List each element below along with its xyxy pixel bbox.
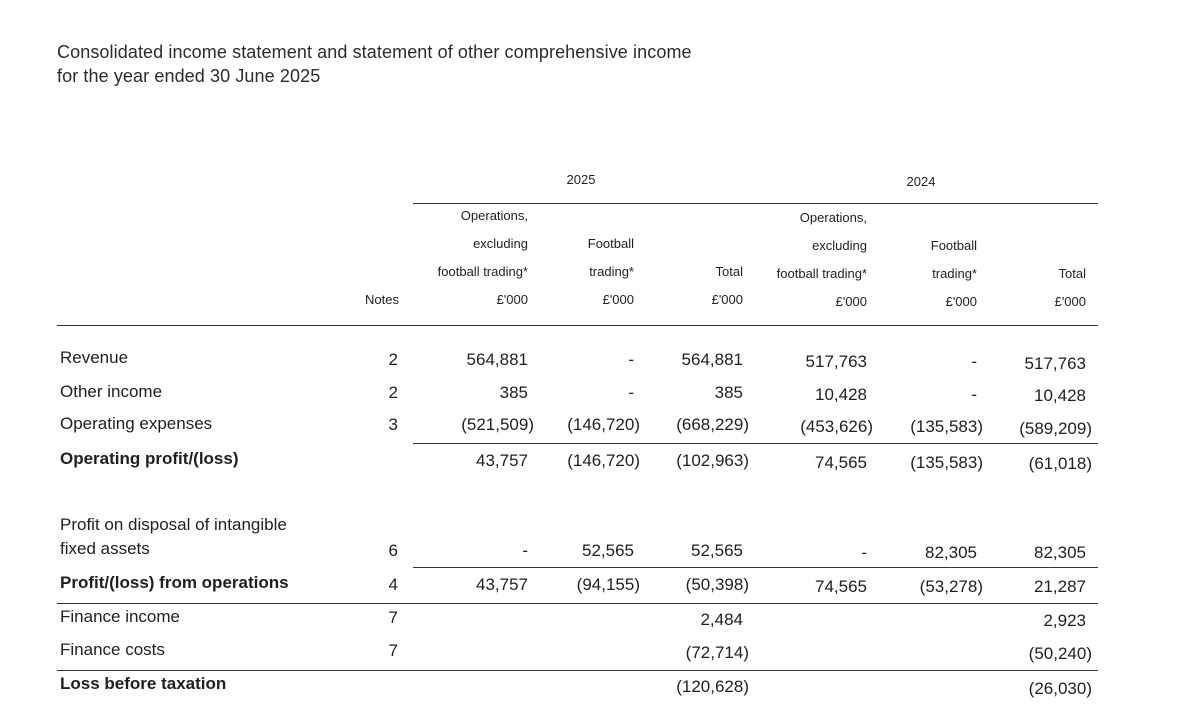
col-notes: Notes <box>365 292 399 307</box>
col-ops-2024-l1: Operations, <box>799 210 867 225</box>
cell-revenue-ft-2024: - <box>971 352 977 371</box>
cell-loss-before-tax-total-2024: (26,030) <box>1028 679 1092 698</box>
cell-op-profit-ft-2024: (135,583) <box>910 453 983 472</box>
col-ops-2025-l2: excluding <box>473 236 528 251</box>
year-2024: 2024 <box>906 174 936 189</box>
row-label-disposal-l2: fixed assets <box>60 539 150 558</box>
col-ops-2025-l3: football trading* <box>437 264 528 279</box>
row-note-operating-expenses: 3 <box>388 415 398 434</box>
cell-other-income-ft-2025: - <box>628 383 634 402</box>
row-label-operating-profit: Operating profit/(loss) <box>60 449 239 468</box>
header-rule <box>413 203 1098 204</box>
cell-opex-total-2024: (589,209) <box>1019 419 1092 438</box>
cell-opex-ft-2025: (146,720) <box>567 415 640 434</box>
row-label-profit-from-operations: Profit/(loss) from operations <box>60 573 289 592</box>
row-label-finance-costs: Finance costs <box>60 640 165 659</box>
cell-other-income-ops-2024: 10,428 <box>815 385 867 404</box>
col-ft-2024-unit: £'000 <box>945 294 977 309</box>
cell-finance-costs-total-2025: (72,714) <box>685 643 749 662</box>
operations-rule <box>413 567 1098 568</box>
column-header-rule <box>57 325 1098 326</box>
cell-op-profit-ft-2025: (146,720) <box>567 451 640 470</box>
row-note-disposal: 6 <box>388 541 398 560</box>
col-ft-2024-l1: Football <box>930 238 977 253</box>
cell-finance-income-total-2024: 2,923 <box>1043 611 1086 630</box>
cell-disposal-ft-2025: 52,565 <box>582 541 634 560</box>
cell-opex-ft-2024: (135,583) <box>910 417 983 436</box>
cell-op-profit-total-2024: (61,018) <box>1028 454 1092 473</box>
cell-loss-before-tax-total-2025: (120,628) <box>676 677 749 696</box>
row-note-finance-costs: 7 <box>388 641 398 660</box>
year-2025: 2025 <box>566 172 596 187</box>
col-total-2025: Total <box>715 264 743 279</box>
cell-opex-ops-2025: (521,509) <box>461 415 534 434</box>
subtotal-rule <box>413 443 1098 444</box>
col-ops-2025-l1: Operations, <box>460 208 528 223</box>
cell-pfo-total-2024: 21,287 <box>1034 577 1086 596</box>
cell-pfo-ft-2024: (53,278) <box>919 577 983 596</box>
row-label-revenue: Revenue <box>60 348 129 367</box>
statement-title: Consolidated income statement and statement of other comprehensive income <box>57 42 692 62</box>
cell-other-income-total-2024: 10,428 <box>1034 386 1086 405</box>
cell-opex-total-2025: (668,229) <box>676 415 749 434</box>
row-note-revenue: 2 <box>388 350 398 369</box>
cell-pfo-ops-2024: 74,565 <box>815 577 867 596</box>
col-ops-2025-unit: £'000 <box>496 292 528 307</box>
cell-op-profit-ops-2025: 43,757 <box>476 451 528 470</box>
row-label-operating-expenses: Operating expenses <box>60 414 213 433</box>
cell-pfo-ops-2025: 43,757 <box>476 575 528 594</box>
cell-op-profit-total-2025: (102,963) <box>676 451 749 470</box>
col-ops-2024-l3: football trading* <box>776 266 867 281</box>
finance-rule <box>57 603 1098 604</box>
cell-disposal-ft-2024: 82,305 <box>925 543 977 562</box>
cell-revenue-ops-2024: 517,763 <box>805 352 867 371</box>
col-ft-2025-l1: Football <box>587 236 634 251</box>
row-note-finance-income: 7 <box>388 608 398 627</box>
row-label-other-income: Other income <box>60 382 163 401</box>
cell-disposal-total-2024: 82,305 <box>1034 543 1086 562</box>
col-ft-2024-l2: trading* <box>932 266 977 281</box>
row-note-other-income: 2 <box>388 383 398 402</box>
col-total-2024-unit: £'000 <box>1054 294 1086 309</box>
cell-other-income-ops-2025: 385 <box>499 383 528 402</box>
cell-pfo-total-2025: (50,398) <box>685 575 749 594</box>
row-note-profit-from-operations: 4 <box>388 575 398 594</box>
cell-opex-ops-2024: (453,626) <box>800 417 873 436</box>
cell-disposal-ops-2024: - <box>861 543 867 562</box>
cell-revenue-total-2024: 517,763 <box>1024 354 1086 373</box>
cell-disposal-total-2025: 52,565 <box>691 541 743 560</box>
col-ops-2024-l2: excluding <box>812 238 867 253</box>
col-total-2025-unit: £'000 <box>711 292 743 307</box>
col-total-2024: Total <box>1058 266 1086 281</box>
col-ops-2024-unit: £'000 <box>835 294 867 309</box>
row-label-disposal-l1: Profit on disposal of intangible <box>60 515 287 534</box>
cell-other-income-total-2025: 385 <box>714 383 743 402</box>
cell-finance-income-total-2025: 2,484 <box>700 610 743 629</box>
cell-revenue-total-2025: 564,881 <box>681 350 743 369</box>
cell-revenue-ops-2025: 564,881 <box>466 350 528 369</box>
cell-pfo-ft-2025: (94,155) <box>576 575 640 594</box>
cell-disposal-ops-2025: - <box>522 541 528 560</box>
col-ft-2025-l2: trading* <box>589 264 634 279</box>
statement-period: for the year ended 30 June 2025 <box>57 66 321 86</box>
cell-finance-costs-total-2024: (50,240) <box>1028 644 1092 663</box>
pre-tax-rule <box>57 670 1098 671</box>
cell-other-income-ft-2024: - <box>971 385 977 404</box>
col-ft-2025-unit: £'000 <box>602 292 634 307</box>
row-label-finance-income: Finance income <box>60 607 181 626</box>
cell-op-profit-ops-2024: 74,565 <box>815 453 867 472</box>
row-label-loss-before-tax: Loss before taxation <box>60 674 227 693</box>
cell-revenue-ft-2025: - <box>628 350 634 369</box>
